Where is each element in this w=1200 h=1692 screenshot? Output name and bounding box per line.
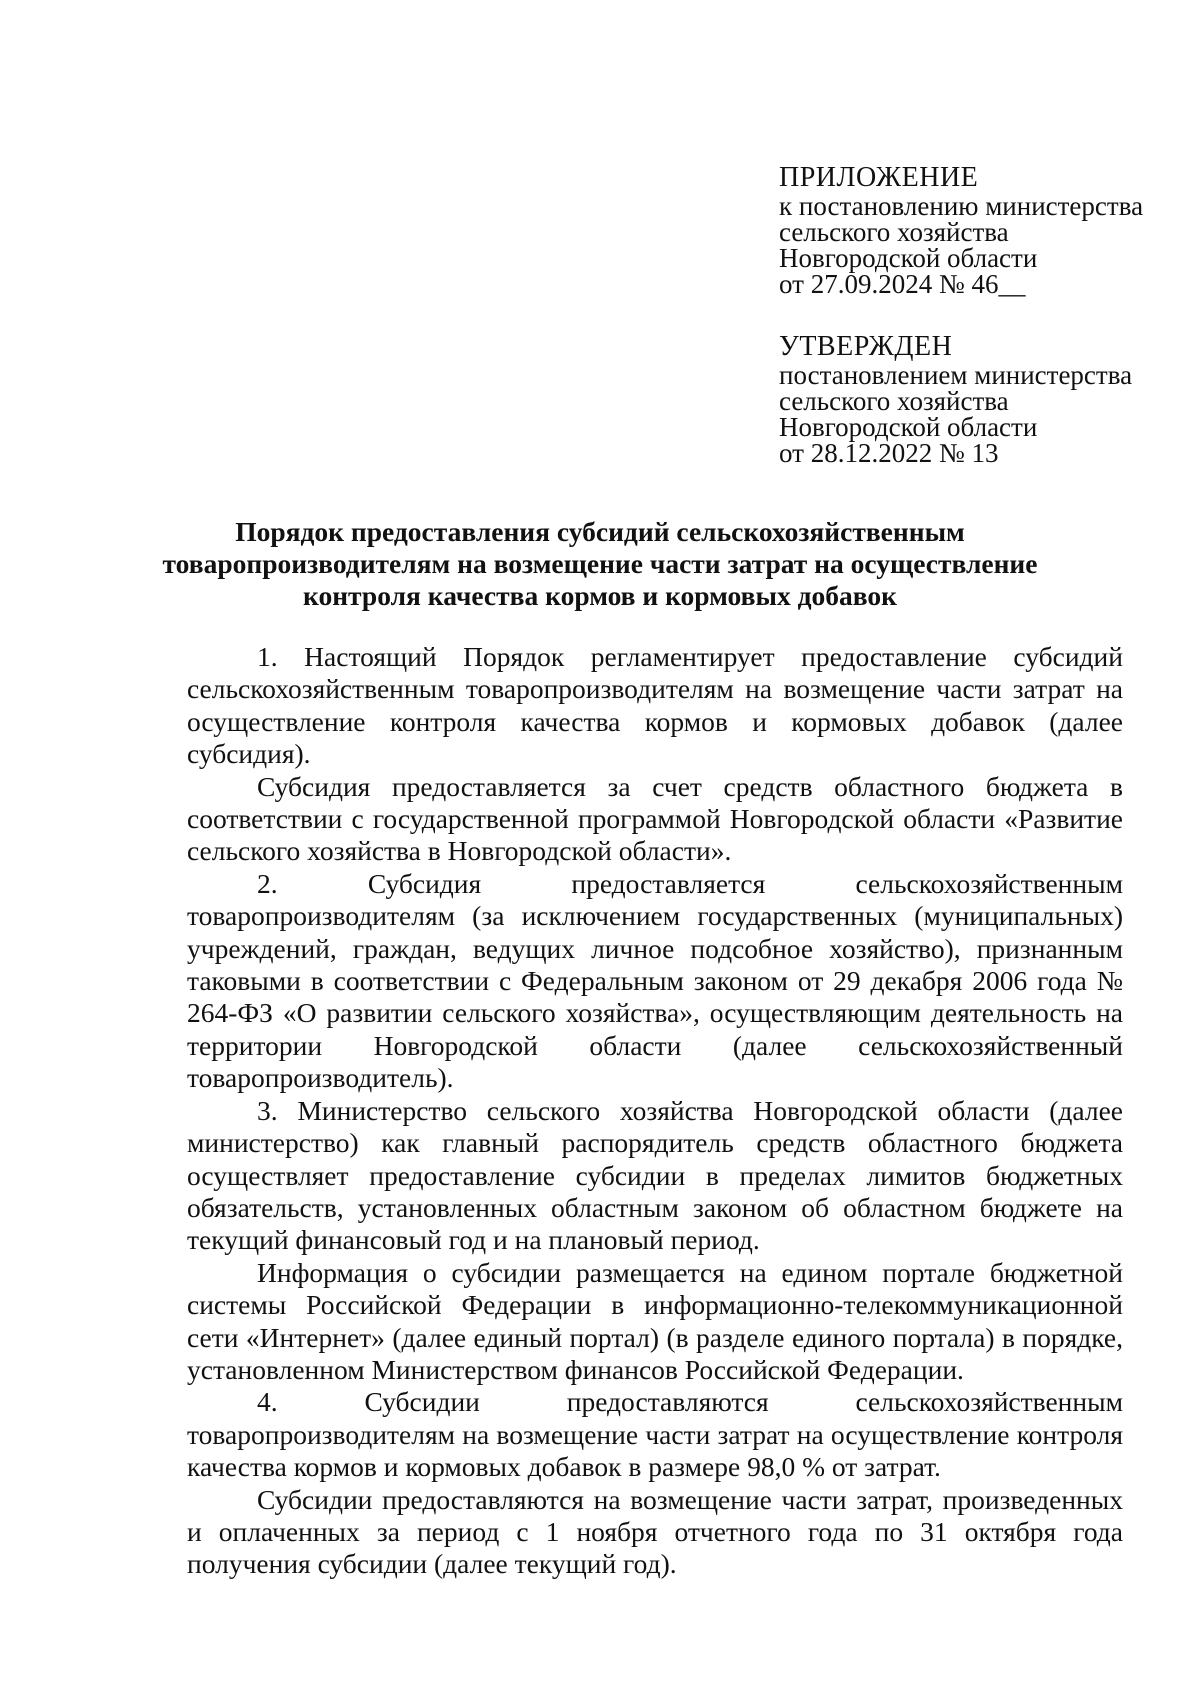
- paragraph-4-period: Субсидии предоставляются на возмещение части затрат, произведенных и оплаченных за период с 1 ноября отчетного года по 31 октября года получения субсидии (далее текущий год).: [187, 1483, 1123, 1580]
- paragraph-4: 4. Субсидии предоставляются сельскохозяйственным товаропроизводителям на возмещение части затрат на осуществление контроля качества кормов и кормовых добавок в размере 98,0 % от затрат.: [187, 1386, 1123, 1483]
- approved-line: Новгородской области: [779, 412, 1038, 442]
- title-line: контроля качества кормов и кормовых добавок: [302, 580, 897, 611]
- appendix-date-number: от 27.09.2024 № 46__: [779, 269, 1026, 299]
- title-line: Порядок предоставления субсидий сельскохозяйственным: [235, 516, 965, 547]
- paragraph-1-funding: Субсидия предоставляется за счет средств областного бюджета в соответствии с государственной программой Новгородской области «Развитие сельского хозяйства в Новгородской области».: [187, 770, 1123, 867]
- document-body: [187, 641, 1123, 1581]
- approved-block: [779, 332, 1179, 466]
- title-line: товаропроизводителям на возмещение части затрат на осуществление: [162, 548, 1038, 579]
- appendix-line: к постановлению министерства: [779, 191, 1144, 221]
- paragraph-3: 3. Министерство сельского хозяйства Новгородской области (далее министерство) как главный распорядитель средств областного бюджета осуществляет предоставление субсидии в пределах лимитов бюджетных обязательств, установленных областным законом об областном бюджете на текущий финансовый год и на плановый период.: [187, 1094, 1123, 1256]
- approved-line: постановлением министерства: [779, 360, 1133, 390]
- approved-heading: УТВЕРЖДЕН: [779, 331, 953, 362]
- paragraph-2: 2. Субсидия предоставляется сельскохозяйственным товаропроизводителям (за исключением государственных (муниципальных) учреждений, граждан, ведущих личное подсобное хозяйство), признанным таковыми в соответствии с Федеральным законом от 29 декабря 2006 года № 264-ФЗ «О развитии сельского хозяйства», осуществляющим деятельность на территории Новгородской области (далее сельскохозяйственный товаропроизводитель).: [187, 867, 1123, 1094]
- document-title: [150, 516, 1050, 612]
- appendix-line: сельского хозяйства: [779, 217, 1009, 247]
- appendix-block: [779, 163, 1179, 297]
- appendix-line: Новгородской области: [779, 243, 1038, 273]
- appendix-heading: ПРИЛОЖЕНИЕ: [779, 162, 979, 193]
- paragraph-1: 1. Настоящий Порядок регламентирует предоставление субсидий сельскохозяйственным товаропроизводителям на возмещение части затрат на осуществление контроля качества кормов и кормовых добавок (далее субсидия).: [187, 641, 1123, 770]
- paragraph-3-info: Информация о субсидии размещается на едином портале бюджетной системы Российской Федерации в информационно-телекоммуникационной сети «Интернет» (далее единый портал) (в разделе единого портала) в порядке, установленном Министерством финансов Российской Федерации.: [187, 1256, 1123, 1385]
- approved-line: сельского хозяйства: [779, 386, 1009, 416]
- approved-date-number: от 28.12.2022 № 13: [779, 438, 999, 468]
